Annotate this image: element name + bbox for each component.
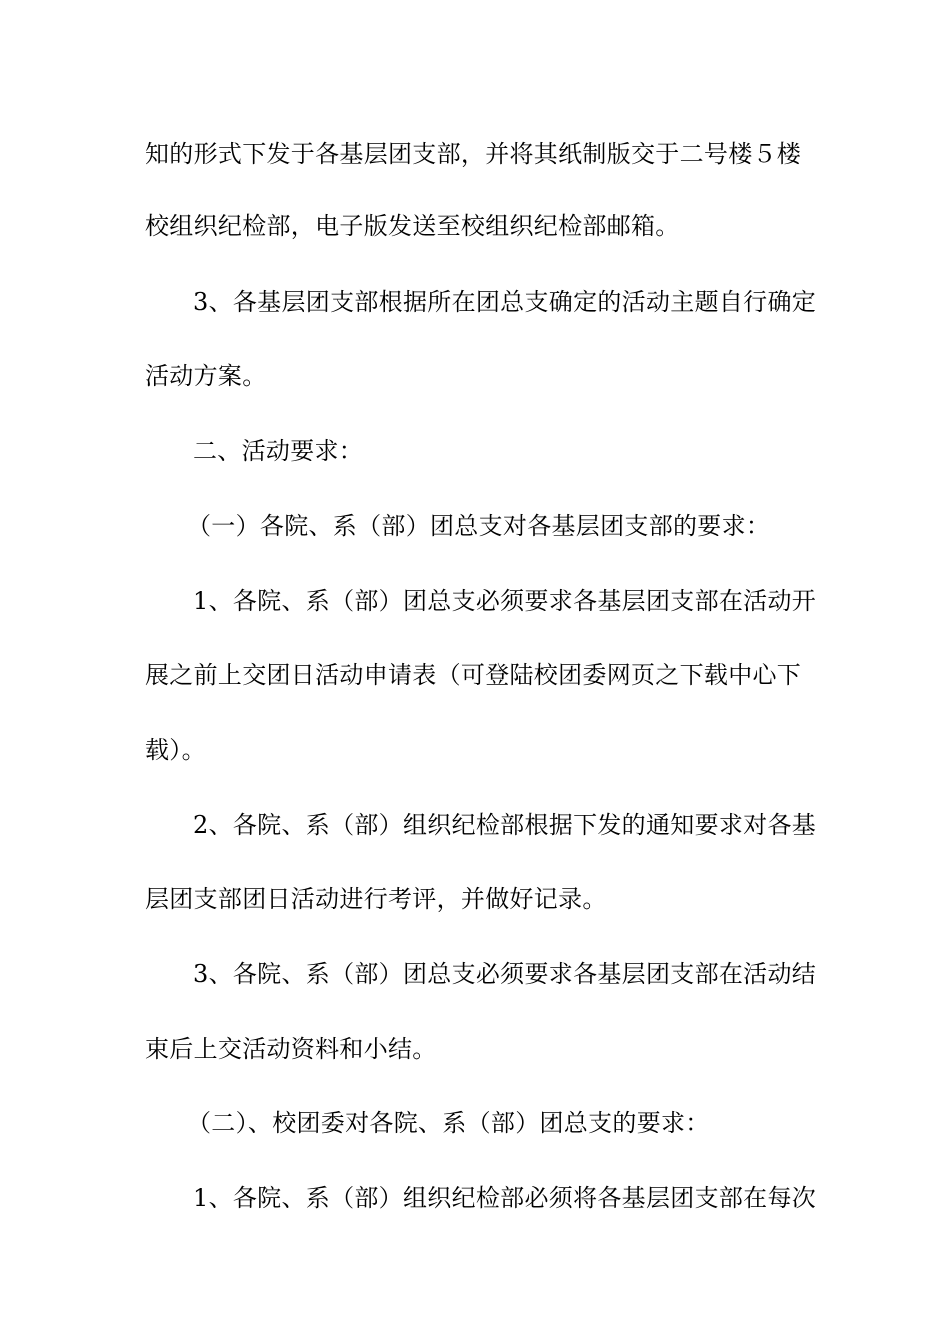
paragraph-line: 束后上交活动资料和小结。 — [145, 1035, 437, 1063]
paragraph-line: 1、各院、系（部）组织纪检部必须将各基层团支部在每次 — [193, 1184, 817, 1212]
paragraph-line: 校组织纪检部，电子版发送至校组织纪检部邮箱。 — [145, 212, 680, 240]
paragraph-line: 载）。 — [145, 736, 206, 764]
paragraph-line: 层团支部团日活动进行考评，并做好记录。 — [145, 885, 607, 913]
paragraph-line: 1、各院、系（部）团总支必须要求各基层团支部在活动开 — [193, 587, 817, 615]
paragraph-line: 2、各院、系（部）组织纪检部根据下发的通知要求对各基 — [193, 811, 817, 839]
section-heading: 二、活动要求： — [193, 437, 364, 465]
subsection-heading: （一）各院、系（部）团总支对各基层团支部的要求： — [187, 512, 771, 540]
paragraph-line: 3、各基层团支部根据所在团总支确定的活动主题自行确定 — [193, 288, 817, 316]
subsection-heading: （二）、校团委对各院、系（部）团总支的要求： — [187, 1109, 710, 1137]
paragraph-line: 知的形式下发于各基层团支部，并将其纸制版交于二号楼５楼 — [145, 140, 802, 168]
paragraph-line: 展之前上交团日活动申请表（可登陆校团委网页之下载中心下 — [145, 661, 802, 689]
paragraph-line: 活动方案。 — [145, 362, 267, 390]
paragraph-line: 3、各院、系（部）团总支必须要求各基层团支部在活动结 — [193, 960, 817, 988]
